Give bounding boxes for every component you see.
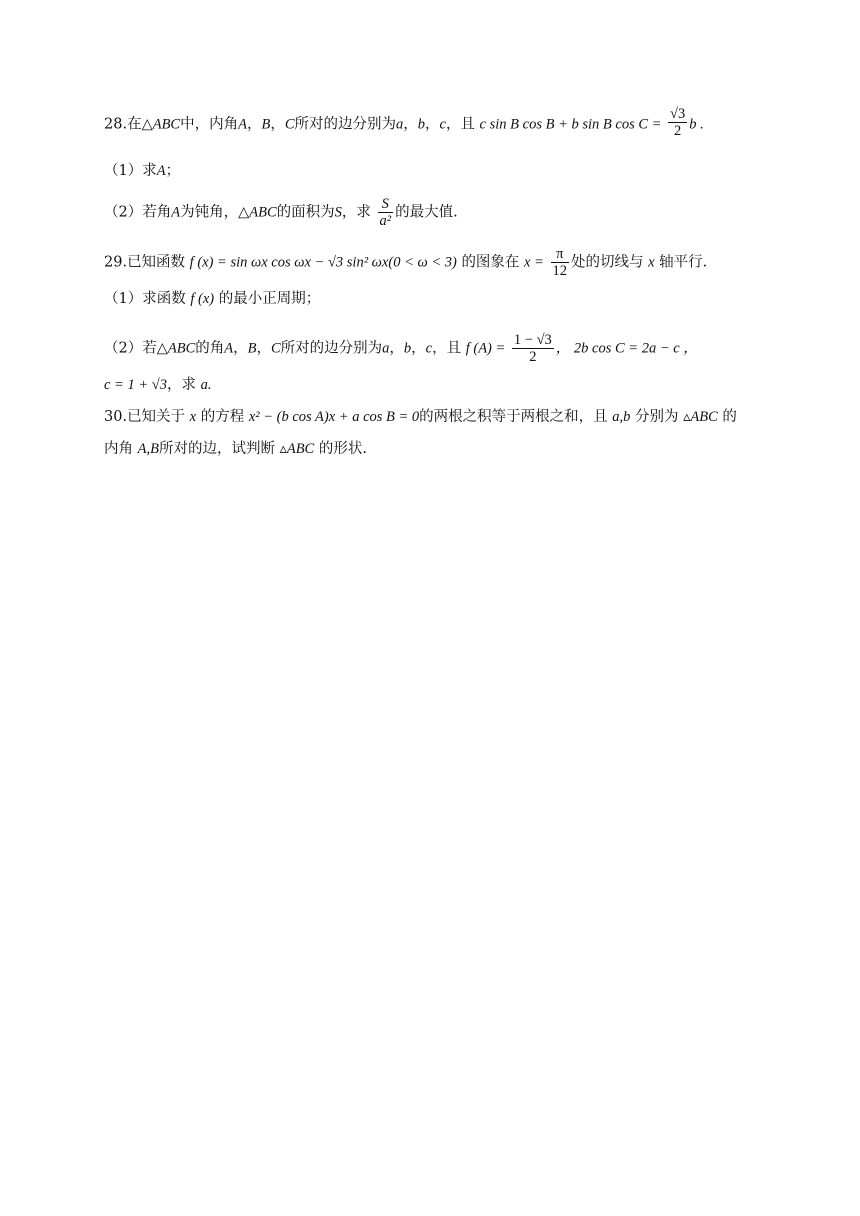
var-B: B bbox=[247, 340, 257, 357]
var-a: a. bbox=[200, 377, 212, 393]
problem-29-q1 bbox=[104, 289, 320, 309]
var-a: a bbox=[396, 116, 404, 133]
formula: x = bbox=[524, 254, 544, 271]
text: 处的切线与 bbox=[571, 254, 644, 271]
text: 的方程 bbox=[200, 409, 245, 425]
sep: ， bbox=[246, 116, 262, 133]
fraction-S-over-a2 bbox=[378, 196, 394, 229]
fraction-numerator: 1 − √3 bbox=[513, 332, 552, 348]
fraction-denominator: 2 bbox=[674, 123, 682, 139]
text: 的面积为 bbox=[276, 204, 335, 221]
problem-29-q2 bbox=[104, 332, 698, 365]
var-x: x bbox=[648, 254, 655, 271]
text: 的图象在 bbox=[461, 254, 520, 271]
sep: ， bbox=[425, 116, 440, 133]
fraction-1-minus-sqrt3-over-2 bbox=[512, 332, 554, 365]
text: 轴平行. bbox=[659, 254, 708, 271]
formula-tail: b . bbox=[689, 116, 704, 133]
fraction-pi-over-12 bbox=[551, 246, 570, 279]
var-A: A bbox=[171, 204, 181, 221]
triangle-symbol: △ABC bbox=[156, 340, 196, 357]
text: 已知函数 bbox=[127, 254, 186, 271]
var-b: b bbox=[403, 340, 412, 357]
problem-28-q2 bbox=[104, 196, 458, 229]
text: 的形状. bbox=[318, 441, 367, 457]
problem-28-q1 bbox=[104, 161, 180, 181]
text: （2）若角 bbox=[104, 204, 172, 221]
formula: ， 2b cos C = 2a − c ， bbox=[555, 340, 698, 357]
formula: c = 1 + √3 bbox=[104, 377, 167, 393]
formula: c sin B cos B + b sin B cos C = bbox=[479, 116, 662, 133]
text: 的角 bbox=[195, 340, 225, 357]
sep: ， bbox=[389, 340, 404, 357]
text: 为钝角， bbox=[180, 204, 239, 221]
sep: ， bbox=[256, 340, 271, 357]
fraction-numerator: π bbox=[556, 246, 564, 262]
var-ab: a,b bbox=[612, 409, 631, 425]
problem-number: 28. bbox=[104, 116, 128, 133]
var-a: a bbox=[382, 340, 390, 357]
problem-29-line1 bbox=[104, 246, 707, 279]
var-B: B bbox=[261, 116, 271, 133]
var-c: c bbox=[439, 116, 446, 133]
formula: f (x) bbox=[190, 291, 215, 307]
var-A: A bbox=[238, 116, 247, 133]
formula: f (A) = bbox=[465, 340, 506, 357]
fraction-denominator: 12 bbox=[552, 263, 568, 279]
problem-30-line2 bbox=[104, 439, 367, 459]
fraction-numerator: √3 bbox=[670, 106, 686, 122]
text: 所对的边，试判断 bbox=[158, 441, 275, 457]
triangle-symbol: △ABC bbox=[141, 116, 181, 133]
text: 已知关于 bbox=[127, 409, 186, 425]
sep: ， bbox=[411, 340, 426, 357]
text: 所对的边分别为 bbox=[294, 116, 396, 133]
var-c: c bbox=[425, 340, 433, 357]
var-x: x bbox=[189, 409, 197, 425]
problem-29-q2-line2 bbox=[104, 375, 211, 395]
text: 的 bbox=[722, 409, 737, 425]
var-A: A bbox=[156, 163, 166, 179]
fraction-denominator: a² bbox=[379, 213, 392, 229]
sep: ， bbox=[270, 116, 285, 133]
text: 在 bbox=[127, 116, 142, 133]
text: 所对的边分别为 bbox=[280, 340, 383, 357]
triangle-symbol: △ABC bbox=[238, 204, 277, 221]
var-C: C bbox=[284, 116, 295, 133]
var-S: S bbox=[334, 204, 342, 221]
fraction-numerator: S bbox=[381, 196, 389, 212]
text: （1）求 bbox=[104, 163, 157, 179]
text: （1）求函数 bbox=[104, 291, 186, 307]
text: （2）若 bbox=[104, 340, 157, 357]
sep: ，且 bbox=[445, 116, 475, 133]
var-b: b bbox=[417, 116, 425, 133]
formula: x² − (b cos A)x + a cos B = 0 bbox=[248, 409, 420, 425]
problem-28-line1 bbox=[104, 108, 704, 141]
text: 中，内角 bbox=[180, 116, 239, 133]
text: ； bbox=[165, 163, 181, 179]
text: ，求 bbox=[341, 204, 371, 221]
text: ，求 bbox=[166, 377, 196, 393]
var-AB: A,B bbox=[137, 441, 159, 457]
problem-number: 30. bbox=[104, 409, 128, 425]
text: 的最小正周期； bbox=[218, 291, 321, 307]
var-C: C bbox=[271, 340, 281, 357]
triangle-symbol: ▵ABC bbox=[683, 409, 718, 425]
fraction-sqrt3-over-2 bbox=[668, 106, 687, 139]
var-A: A bbox=[224, 340, 234, 357]
text: 分别为 bbox=[635, 409, 679, 425]
text: 的两根之积等于两根之和，且 bbox=[419, 409, 608, 425]
problem-30-line1 bbox=[104, 407, 737, 427]
problem-number: 29. bbox=[104, 254, 128, 271]
fraction-denominator: 2 bbox=[529, 349, 537, 365]
sep: ， bbox=[233, 340, 248, 357]
text: 内角 bbox=[104, 441, 133, 457]
text: ，且 bbox=[432, 340, 462, 357]
formula: f (x) = sin ωx cos ωx − √3 sin² ωx(0 < ω < 3) bbox=[189, 254, 457, 271]
text: 的最大值. bbox=[395, 204, 458, 221]
triangle-symbol: ▵ABC bbox=[279, 441, 315, 457]
sep: ， bbox=[403, 116, 418, 133]
